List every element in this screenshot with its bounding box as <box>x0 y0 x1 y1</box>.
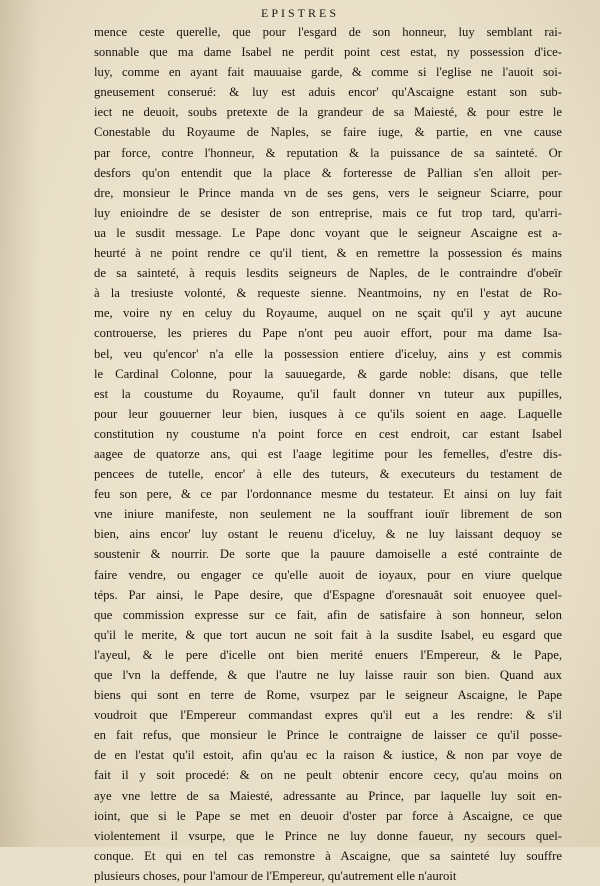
text-line: vne iniure manifeste, non seulement ne la souffrant iouïr librement de son <box>94 507 562 522</box>
text-line: bien, ains encor' luy ostant le reuenu d'iceluy, & ne luy laissant dequoy se <box>94 527 562 542</box>
text-line: desfors qu'on entendit que la place & forteresse de Pallian s'en alloit per- <box>94 165 562 180</box>
text-line: mence ceste querelle, que pour l'esgard de son honneur, luy semblant rai- <box>94 25 562 39</box>
text-line: me, voire ny en celuy du Royaume, auquel on ne sçait qu'il y ayt aucune <box>94 306 562 321</box>
body-text <box>94 22 562 886</box>
running-head: EPISTRES <box>260 6 339 20</box>
text-line: violentement il vsurpe, que le Prince ne luy donne faueur, ny secours quel- <box>94 828 562 843</box>
text-line: heurté à ne point rendre ce qu'il tient, & en remettre la possession és mains <box>94 246 562 261</box>
text-line: pour leur gouuerner leur bien, iusques à ce qu'ils soient en aage. Laquelle <box>94 406 562 421</box>
text-line: iect ne deuoit, soubs pretexte de la grandeur de sa Maiesté, & pour estre le <box>94 105 562 120</box>
text-line: que commission expresse sur ce fait, afin de satisfaire à son honneur, selon <box>94 607 562 622</box>
text-line: conque. Et qui en tel cas remonstre à Ascaigne, que sa sainteté luy souffre <box>94 848 562 863</box>
text-line: de en l'estat qu'il estoit, afin qu'au ec la raison & iustice, & non par voye de <box>94 748 562 763</box>
text-line: Conestable du Royaume de Naples, se faire iuge, & partie, en vne cause <box>94 125 562 140</box>
page-gutter-shadow <box>0 0 40 847</box>
text-line: constitution ny coustume n'a point force en cest endroit, car estant Isabel <box>94 426 562 441</box>
text-line: biens qui sont en terre de Rome, vsurpez par le seigneur Ascaigne, le Pape <box>94 688 562 703</box>
text-line: aye vne lettre de sa Maiesté, adressante au Prince, par laquelle luy soit en- <box>94 788 562 803</box>
text-line: plusieurs choses, pour l'amour de l'Empereur, qu'autrement elle n'auroit <box>94 868 457 883</box>
text-line: feu son pere, & ce par l'ordonnance mesme du testateur. Et ainsi on luy fait <box>94 487 562 502</box>
text-line: que l'vn la deffende, & que l'autre ne luy laisse rauir son bien. Quand aux <box>94 668 562 682</box>
text-line: pencees de tutelle, encor' à elle des tuteurs, & executeurs du testament de <box>94 467 562 482</box>
text-line: téps. Par ainsi, le Pape desire, que d'Espagne d'oresnauăt soit enuoyee quel- <box>94 587 562 602</box>
text-line: par force, contre l'honneur, & reputation & la puissance de sa sainteté. Or <box>94 145 562 160</box>
text-line: gneusement conserué: & luy est aduis encor' qu'Ascaigne estant son sub- <box>94 85 562 100</box>
text-line: dre, monsieur le Prince manda vn de ses gens, vers le seigneur Sciarre, pour <box>94 185 562 200</box>
text-line: controuerse, les prieres du Pape n'ont peu auoir effort, pour ma dame Isa- <box>94 326 562 341</box>
text-line: en fait refus, que monsieur le Prince le contraigne de laisser ce qu'il posse- <box>94 728 562 743</box>
text-line: qu'il le merite, & que tort aucun ne soit fait à la susdite Isabel, eu esgard que <box>94 627 562 642</box>
text-line: luy enioindre de se desister de son entreprise, mais ce fut trop tard, qu'arri- <box>94 205 562 220</box>
text-line: fait il y soit procedé: & on ne peult obtenir encore cecy, qu'au moins on <box>94 768 562 783</box>
text-line: à la tresiuste volonté, & requeste sienne. Neantmoins, ny en l'estat de Ro- <box>94 286 562 301</box>
text-line: soustenir & nourrir. De sorte que la pauure damoiselle a esté contrainte de <box>94 547 562 562</box>
text-line: faire vendre, ou engager ce qu'elle auoit de ioyaux, pour en viure quelque <box>94 567 562 582</box>
text-line: luy, comme en ayant fait mauuaise garde, & comme si l'eglise ne l'auoit soi- <box>94 65 562 80</box>
text-line: bel, veu qu'encor' n'a elle la possession entiere d'iceluy, ains y est commis <box>94 346 562 361</box>
text-line: l'ayeul, & le pere d'icelle ont bien merité enuers l'Empereur, & le Pape, <box>94 647 562 662</box>
text-line: voudroit que l'Empereur commandast expres qu'il eut a les rendre: & s'il <box>94 708 562 723</box>
text-line: sonnable que ma dame Isabel ne perdit point cest estat, ny possession d'ice- <box>94 45 562 60</box>
text-line: de sa sainteté, à requis lesdits seigneurs de Naples, de le contraindre d'obeïr <box>94 266 562 281</box>
text-line: ioint, que si le Pape se met en deuoir d'oster par force à Ascaigne, ce que <box>94 808 562 823</box>
text-line: ua le susdit message. Le Pape donc voyant que le seigneur Ascaigne est a- <box>94 225 562 240</box>
text-line: aagee de quatorze ans, qui est l'aage legitime pour les femelles, d'estre dis- <box>94 446 562 461</box>
text-line: le Cardinal Colonne, pour la sauuegarde, & garde noble: disans, que telle <box>94 366 562 381</box>
text-line: est la coustume du Royaume, qu'il fault donner vn tuteur aux pupilles, <box>94 386 562 401</box>
